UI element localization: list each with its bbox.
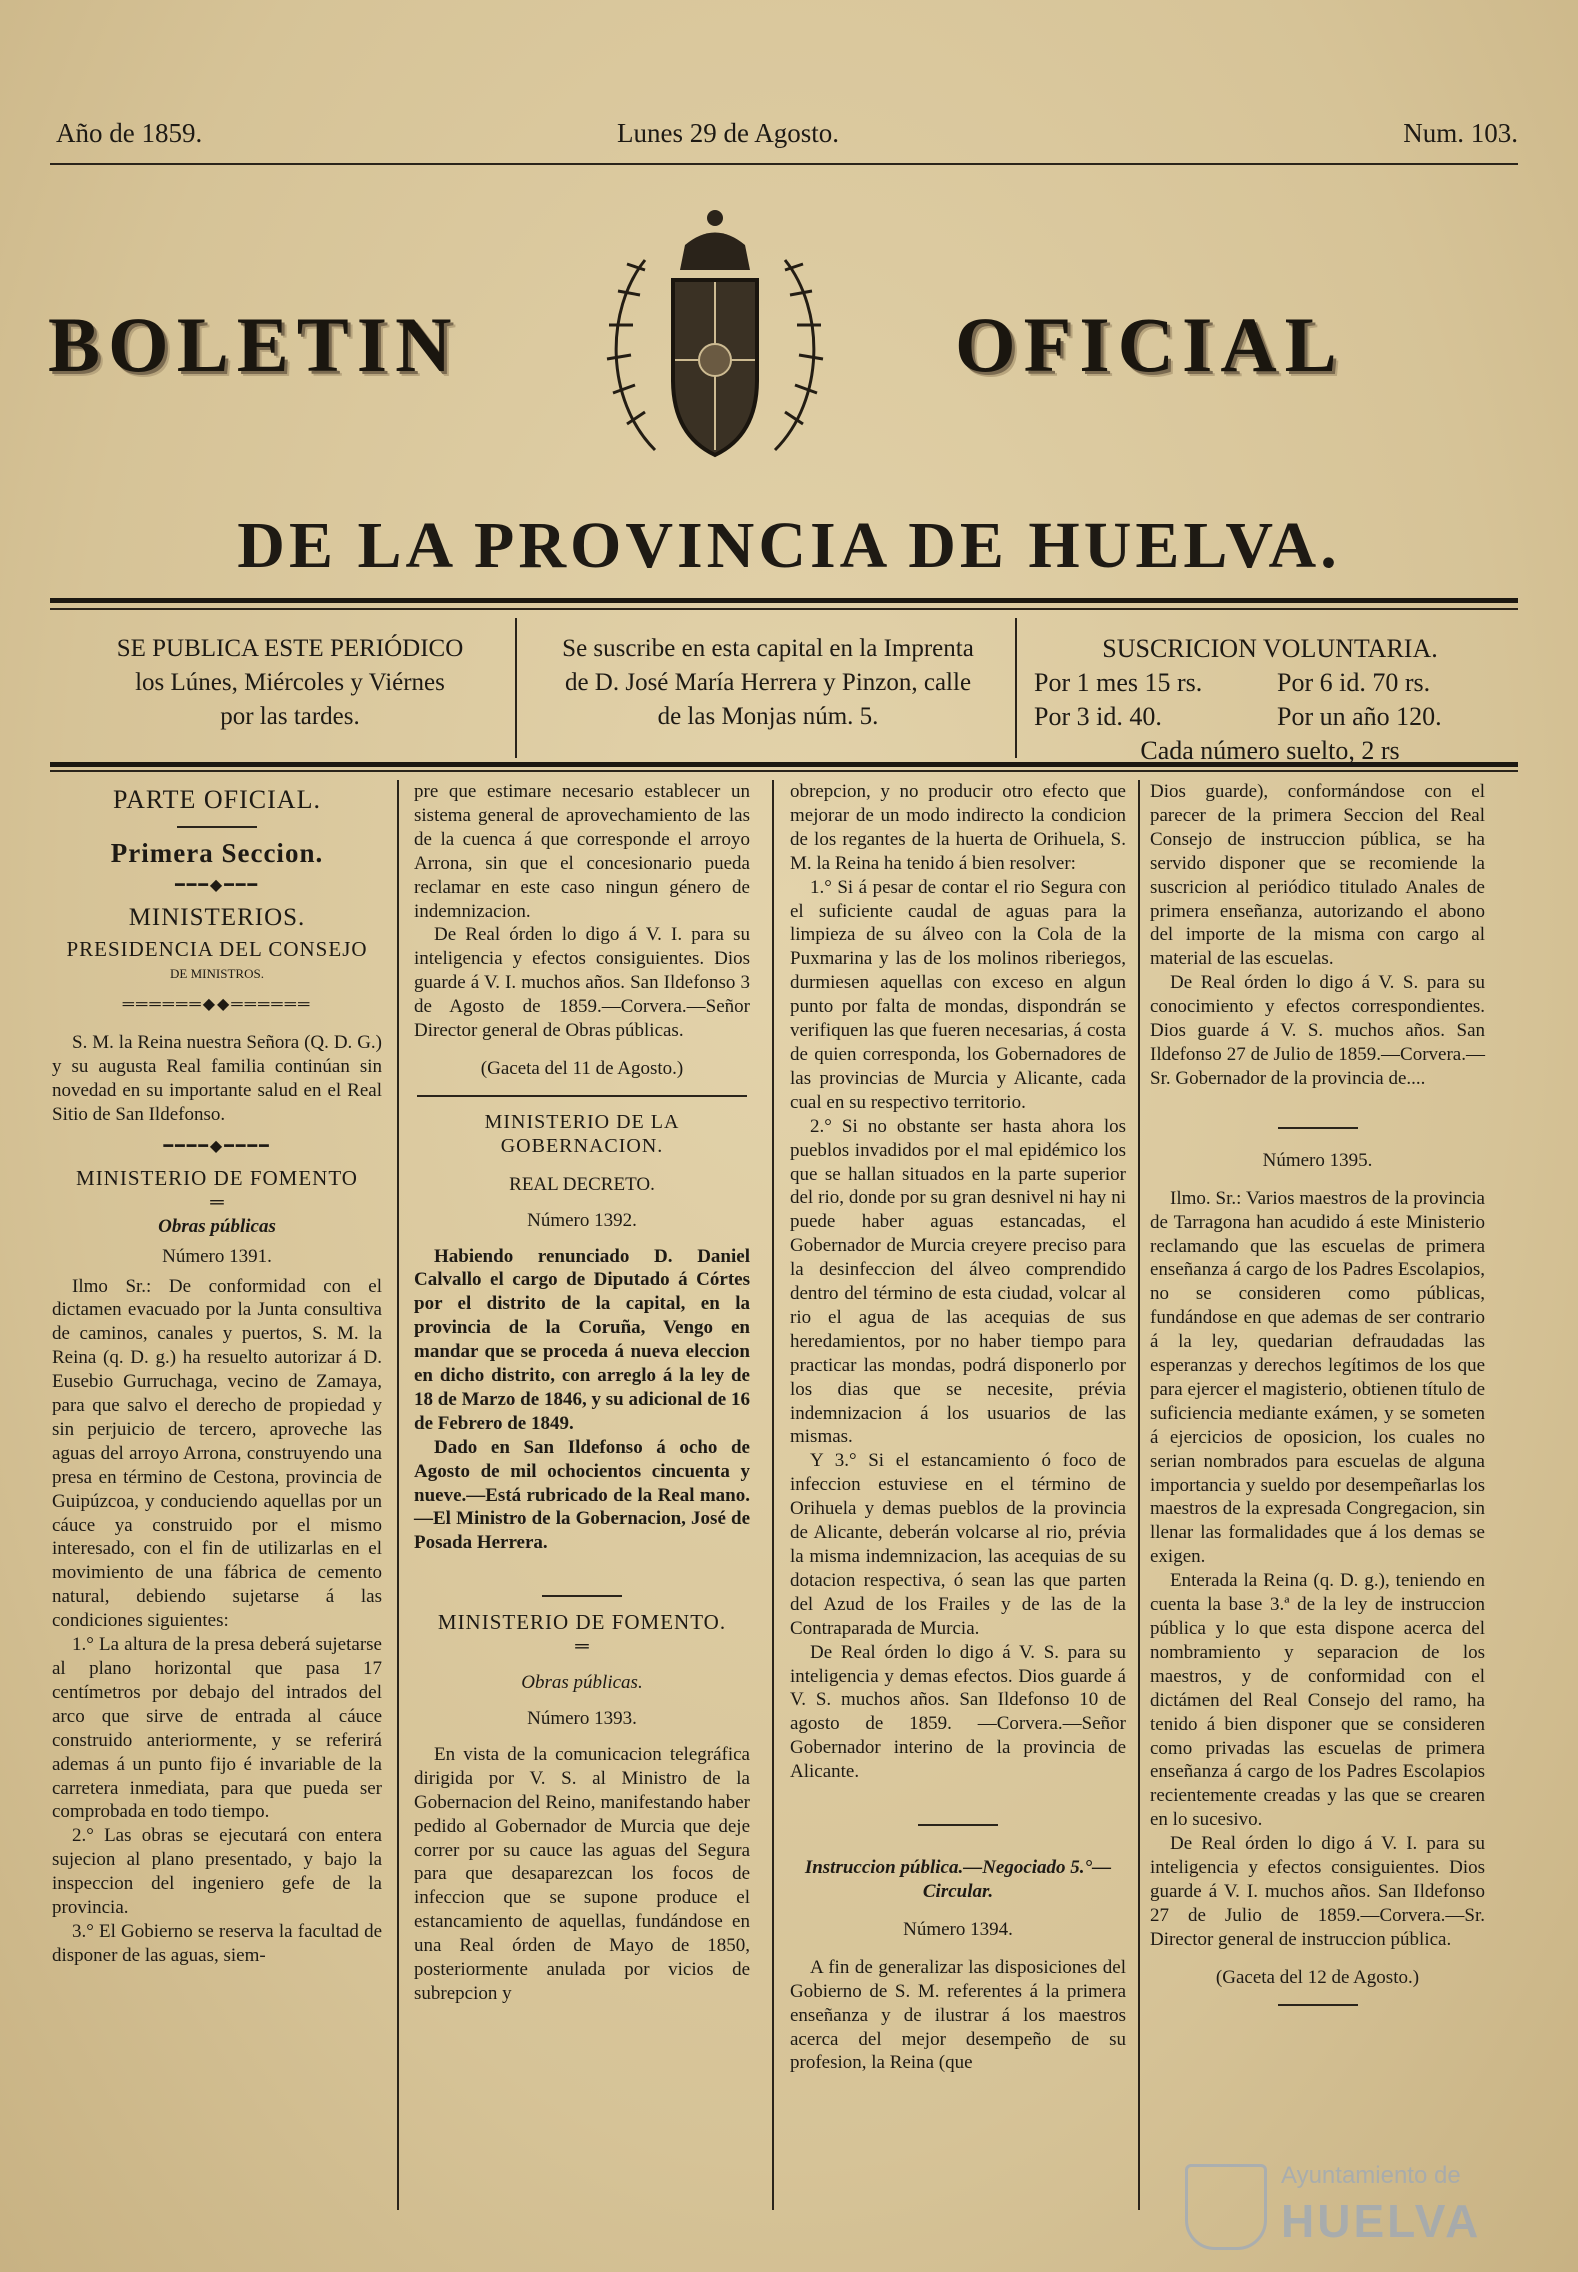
divider [50,762,1518,767]
decree-number: Número 1392. [527,1209,637,1231]
watermark-small-text: Ayuntamiento de [1281,2162,1461,2189]
decree-number: Número 1391. [162,1245,272,1267]
decree-number: Número 1395. [1262,1149,1373,1171]
column-divider [397,780,399,2210]
city-shield-icon [1185,2164,1267,2250]
price-item: Por 3 id. 40. [1034,702,1162,731]
subscription-line: Se suscribe en esta capital en la Imprenta [562,635,974,662]
divider [918,1824,998,1826]
column-2 [414,780,750,2006]
paragraph: Enterada la Reina (q. D. g.), teniendo en cuenta la base 3.ª de la ley de instruccion pública y lo que esta dispone acerca del nombramiento y separacion de los maestros, y de conformidad con el dictámen del Real Consejo del ramo, ha tenido á bien disponer que se consideren como privadas las escuelas de primera enseñanza á cargo de los Padres Escolapios recientemente creadas y las que se crearen en lo sucesivo. [1150,1570,1485,1831]
issue-year: Año de 1859. [56,118,203,148]
issue-line [52,118,1518,158]
section-heading: Primera Seccion. [110,837,324,868]
decree-heading: REAL DECRETO. [509,1173,655,1195]
publication-info [80,632,500,767]
paragraph: De Real órden lo digo á V. I. para su inteligencia y efectos consiguientes. Dios guarde á V. I. muchos años. San Ildefonso 27 de Julio de 1859.—Corvera.—Sr. Director general de instruccion pública. [1150,1833,1485,1950]
single-price: Cada número suelto, 2 rs [1140,736,1400,765]
ornament: ━━━━◆━━━━ [163,1137,271,1155]
divider [50,598,1518,603]
gazette-reference: (Gaceta del 12 de Agosto.) [1215,1966,1420,1988]
decree-number: Número 1393. [527,1708,637,1729]
paragraph: A fin de generalizar las disposiciones del Gobierno de S. M. referentes á la primera enseñanza y de ilustrar á los maestros acerca del mejor desempeño de su profesion, la Reina (que [790,1956,1126,2074]
divider [50,608,1518,610]
subscription-line: de D. José María Herrera y Pinzon, calle [564,669,972,696]
column-1 [52,780,382,1968]
paragraph: De Real órden lo digo á V. S. para su conocimiento y efectos correspondientes. Dios guarde á V. S. muchos años. San Ildefonso 27 de Julio de 1859.—Corvera.—Sr. Gobernador de la provincia de.... [1150,972,1485,1089]
subsection-heading: Instruccion pública.—Negociado 5.°— Circular. [804,1857,1112,1902]
double-rule: ═ [210,1191,224,1213]
masthead-right: OFICIAL [955,301,1345,388]
paragraph: S. M. la Reina nuestra Señora (Q. D. G.) y su augusta Real familia continúan sin novedad en su importante salud en el Real Sitio de San Ildefonso. [52,1032,382,1126]
archive-watermark [1185,2160,1505,2250]
paragraph: obrepcion, y no producir otro efecto que mejorar de un modo indirecto la condicion de los regantes de la huerta de Orihuela, S. M. la Reina ha tenido á bien resolver: [790,781,1126,874]
divider [515,618,517,758]
publication-line: SE PUBLICA ESTE PERIÓDICO [116,635,464,662]
ornament: ━━━◆━━━ [174,876,260,894]
paragraph: Ilmo. Sr.: Varios maestros de la provincia de Tarragona han acudido á este Ministerio reclamando que las escuelas de primera enseñanza á cargo de los Padres Escolapios, no se consideren como públicas, fundándose en que ademas de ser contrario á la ley, quedarian defraudadas las esperanzas y derechos legítimos de los que para ejercer el magisterio, obtienen título de suficiencia mediante exámen, y se someten á ejercicios de oposicion, los cuales no serian nombrados para escuelas de alguna importancia y sueldo por desempeñarlas los maestros de la expresada Congregacion, sin llenar las formalidades que á los demas se exigen. [1150,1187,1485,1568]
divider [177,826,257,828]
subscription-info [528,632,1008,767]
divider [1278,1127,1358,1129]
prices-info [1020,632,1520,767]
paragraph: 2.° Si no obstante ser hasta ahora los pueblos invadidos por el mal epidémico los que se hallan situados en la parte superior del rio, donde por su gran desnivel ni hay ni puede haber aguas estancadas, el Gobernador de Murcia creyere preciso para la desinfeccion del álveo comprendido dentro del término de esta ciudad, volcar al rio el agua de las acequias de sus heredamientos, por no haber tiempo para practicar las mondas, podrá disponerlo por los dias que se necesite, prévia indemnizacion á los usuarios de las mismas. [790,1115,1126,1448]
paragraph: pre que estimare necesario establecer un sistema general de aprovechamiento de las de la cuenca á que corresponde el arroyo Arrona, sin que el concesionario pueda reclamar en este caso ningun género de indemnizacion. [414,781,750,922]
publication-line: los Lúnes, Miércoles y Viérnes [135,669,445,696]
masthead-subtitle: DE LA PROVINCIA DE HUELVA. [237,509,1341,582]
divider [50,163,1518,165]
divider [542,1595,622,1597]
paragraph: 3.° El Gobierno se reserva la facultad de disponer de las aguas, siem- [52,1920,382,1966]
column-divider [1138,780,1140,2210]
publication-line: por las tardes. [220,703,360,730]
paragraph: 1.° La altura de la presa deberá sujetarse al plano horizontal que pasa 17 centímetros por debajo del intrados del arco que sirve de entrada al cáuce construido anteriormente, y se referirá ademas á un punto fijo é invariable de la carretera inmediata, para que pueda ser comprobada en todo tiempo. [52,1634,382,1823]
column-3 [790,780,1126,2075]
ministerios-heading: MINISTERIOS. [128,903,306,931]
divider [1278,2004,1358,2006]
royal-crest-icon [585,200,845,480]
gazette-reference: (Gaceta del 11 de Agosto.) [480,1057,684,1079]
ornament: ══════◆◆══════ [122,996,312,1014]
column-4 [1150,780,1485,2020]
ministry-heading: MINISTERIO DE FOMENTO [76,1165,358,1190]
column-divider [772,780,774,2210]
double-rule: ═ [575,1636,589,1658]
price-item: Por 1 mes 15 rs. [1034,668,1203,697]
paragraph: De Real órden lo digo á V. S. para su inteligencia y demas efectos. Dios guarde á V. S. muchos años. San Ildefonso 10 de agosto de 1859. —Corvera.—Señor Gobernador interino de la provincia de Alicante. [790,1641,1126,1783]
paragraph: Dado en San Ildefonso á ocho de Agosto de mil ochocientos cincuenta y nueve.—Está rubricado de la Real mano.—El Ministro de la Gobernacion, José de Posada Herrera. [414,1436,750,1554]
paragraph: Dios guarde), conformándose con el parecer de la primera Seccion del Real Consejo de instruccion pública, se ha servido disponer que se recomiende la suscricion al periódico titulado Anales de primera enseñanza, autorizando el abono del importe de la misma con cargo al material de las escuelas. [1150,781,1485,970]
prices-title: SUSCRICION VOLUNTARIA. [1102,634,1438,663]
paragraph: 2.° Las obras se ejecutará con entera sujecion al plano presentado, y bajo la inspeccion del ingeniero gefe de la provincia. [52,1825,382,1919]
divider [417,1095,747,1097]
ministry-heading: MINISTERIO DE LA GOBERNACION. [484,1110,680,1157]
divider [1015,618,1017,758]
paragraph: Habiendo renunciado D. Daniel Calvallo el cargo de Diputado á Córtes por el distrito de la capital, en la provincia de la Coruña, Vengo en mandar que se proceda á nueva eleccion en dicho distrito, con arreglo á la ley de 18 de Marzo de 1846, y su adicional de 16 de Febrero de 1849. [414,1245,750,1434]
issue-date: Lunes 29 de Agosto. [617,118,839,148]
divider [50,770,1518,772]
parte-oficial-heading: PARTE OFICIAL. [113,785,321,814]
paragraph: En vista de la comunicacion telegráfica dirigida por V. S. al Ministro de la Gobernacion del Reino, manifestando haber pedido al Gobernador de Murcia que deje correr por su cauce las aguas del Segura para que desaparezcan los focos de infeccion que se supone produce el estancamiento de aquellas, fundándose en una Real órden de Mayo de 1850, posteriormente anulada por vicios de subrepcion y [414,1743,750,2004]
issue-number: Num. 103. [1403,118,1518,148]
paragraph: De Real órden lo digo á V. I. para su inteligencia y efectos consiguientes. Dios guarde á V. I. muchos años. San Ildefonso 3 de Agosto de 1859.—Corvera.—Señor Director general de Obras públicas. [414,924,750,1042]
price-item: Por 6 id. 70 rs. [1277,668,1431,697]
masthead-left: BOLETIN [48,301,460,388]
subscription-line: de las Monjas núm. 5. [657,703,879,730]
ministros-subheading: DE MINISTROS. [170,965,264,981]
presidencia-heading: PRESIDENCIA DEL CONSEJO [66,936,368,961]
watermark-city-text: HUELVA [1281,2195,1482,2247]
ministry-heading: MINISTERIO DE FOMENTO. [437,1610,727,1635]
subsection-heading: Obras públicas. [521,1672,643,1694]
paragraph: Ilmo Sr.: De conformidad con el dictamen evacuado por la Junta consultiva de caminos, canales y puertos, S. M. la Reina (q. D. g.) ha resuelto autorizar á D. Eusebio Gurruchaga, vecino de Zamaya, para que salvo el derecho de propiedad y sin perjuicio de tercero, aproveche las aguas del arroyo Arrona, construyendo una presa en término de Cestona, provincia de Guipúzcoa, y conduciendo aquellas por un cáuce ya construido por el mismo interesado, con el fin de utilizarlas en el movimiento de una fábrica de cemento natural, debiendo sujetarse á las condiciones siguientes: [52,1275,382,1632]
paragraph: Y 3.° Si el estancamiento ó foco de infeccion estuviese en el término de Orihuela y demas pueblos de la provincia de Alicante, deberán volcarse al rio, prévia la misma indemnizacion, las acequias de su dotacion respectiva, ó sean las que parten del Azud de los Frailes y de las de la Contraparada de Murcia. [790,1450,1126,1639]
decree-number: Número 1394. [903,1918,1013,1940]
subsection-heading: Obras públicas [158,1215,276,1237]
paragraph: 1.° Si á pesar de contar el rio Segura con el suficiente caudal de aguas para la limpieza de su álveo con la Cola de la Puxmarina y las de los molinos riberiegos, durmiesen aquellas con exceso en algun punto por falta de mondas, dispondrán se verifiquen las que fueren necesarias, á costa de quien corresponda, los Gobernadores de las provincias de Murcia y Alicante, cada cual en su respectivo territorio. [790,876,1126,1113]
price-item: Por un año 120. [1277,702,1442,731]
